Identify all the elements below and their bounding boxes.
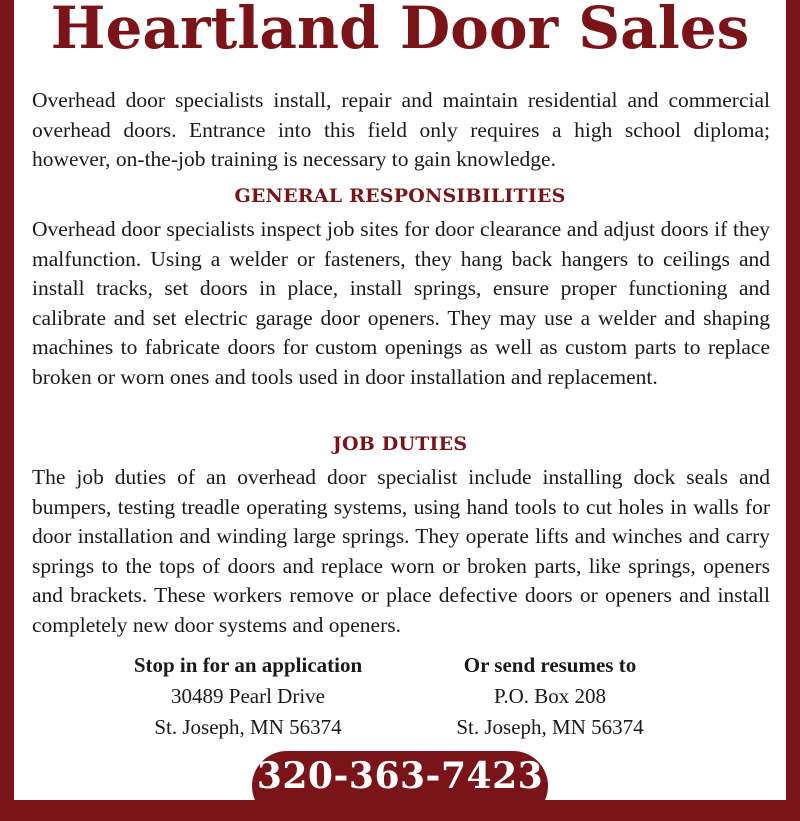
phone-number: 320-363-7423	[256, 755, 544, 797]
resume-contact	[390, 650, 710, 743]
resume-address-line2: St. Joseph, MN 56374	[456, 715, 644, 739]
responsibilities-paragraph: Overhead door specialists inspect job sites for door clearance and adjust doors if they malfunction. Using a welder or fasteners, they hang back hangers to ceilings and install tracks, set doors in place, install springs, ensure proper functioning and calibrate and set electric garage door openers. They may use a welder and shaping machines to fabricate doors for custom openings as well as custom parts to replace broken or worn ones and tools used in door installation and replacement.	[32, 217, 770, 389]
application-contact	[88, 650, 408, 743]
resume-label: Or send resumes to	[463, 653, 637, 677]
intro-paragraph: Overhead door specialists install, repair and maintain residential and commercial overhead doors. Entrance into this field only requires a high school diploma; however, on-the-job training is necessary to gain knowledge.	[32, 88, 770, 171]
application-address-line2: St. Joseph, MN 56374	[154, 715, 342, 739]
application-label: Stop in for an application	[133, 653, 363, 677]
ad-title: Heartland Door Sales	[50, 0, 750, 62]
resume-address-line1: P.O. Box 208	[493, 684, 607, 708]
section-heading-responsibilities: GENERAL RESPONSIBILITIES	[234, 185, 566, 207]
application-address-line1: 30489 Pearl Drive	[171, 684, 325, 708]
section-heading-job-duties: JOB DUTIES	[332, 433, 468, 455]
job-duties-paragraph: The job duties of an overhead door specialist include installing dock seals and bumpers, testing treadle operating systems, using hand tools to cut holes in walls for door installation and winding large springs. They operate lifts and winches and carry springs to the tops of doors and replace worn or broken parts, like springs, openers and brackets. These workers remove or place defective doors or openers and install completely new door systems and openers.	[32, 465, 770, 637]
